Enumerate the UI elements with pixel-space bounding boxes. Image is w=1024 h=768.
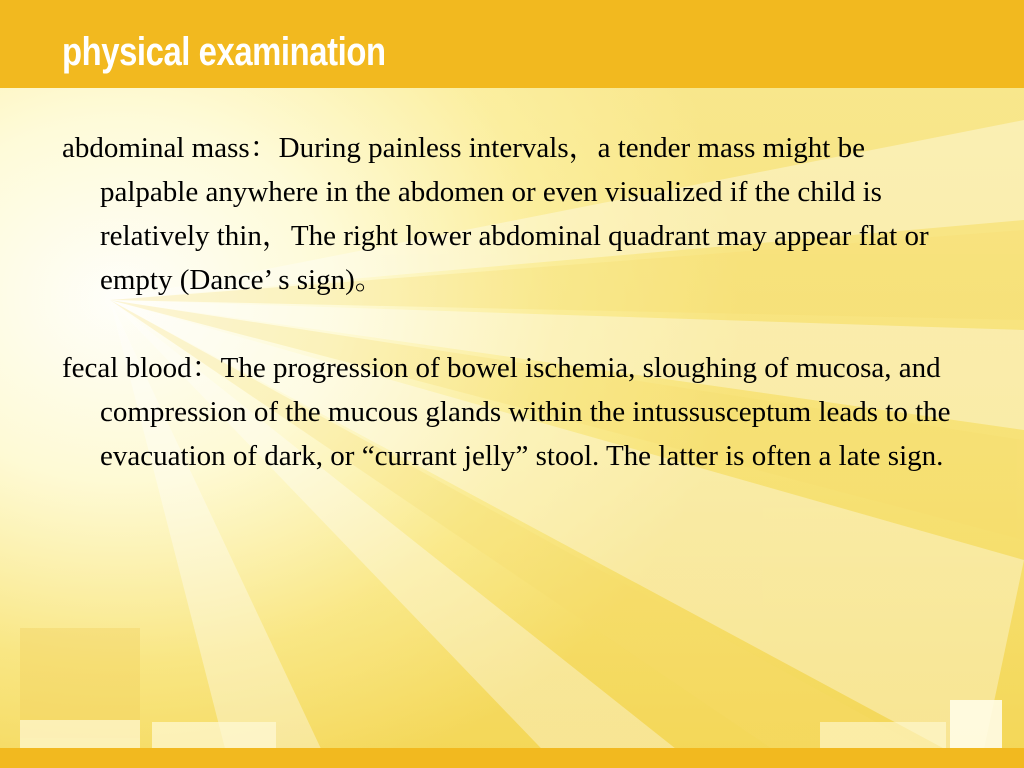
decorative-square [152,722,276,748]
paragraph-fecal-blood: fecal blood：The progression of bowel ischemia, sloughing of mucosa, and compression of the mucous glands within the intussusceptum leads to the evacuation of dark, or “currant jelly” stool. The latter is often a late sign. [62,352,951,472]
bottom-bar [0,748,1024,768]
decorative-square [950,700,1002,748]
decorative-square [20,720,140,748]
slide-body [62,126,962,522]
paragraph-abdominal-mass: abdominal mass：During painless intervals，a tender mass might be palpable anywhere in the abdomen or even visualized if the child is relatively thin，The right lower abdominal quadrant may appear flat or empty (Dance’ s sign)。 [62,132,929,296]
slide-title: physical examination [62,30,386,74]
decorative-square [820,722,946,748]
